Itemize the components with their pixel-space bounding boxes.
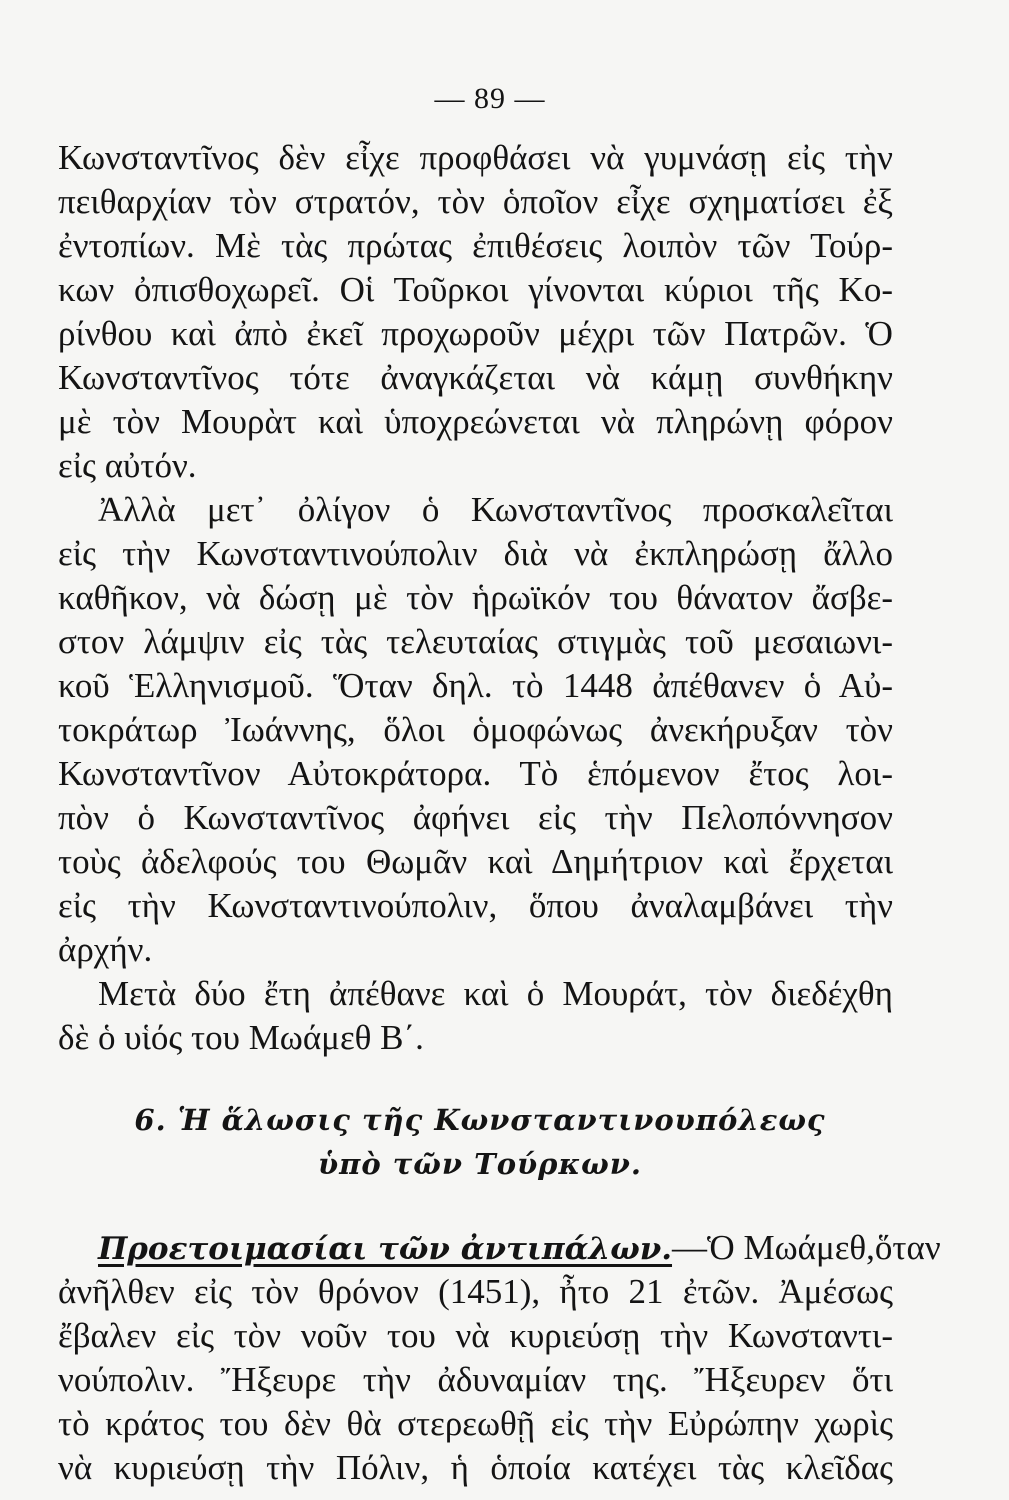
text-line: Κωνσταντῖνος τότε ἀναγκάζεται νὰ κάμῃ συνθήκην (58, 358, 893, 397)
text-line-with-subheading (98, 1226, 941, 1271)
text-line: ἔβαλεν εἰς τὸν νοῦν του νὰ κυριεύσῃ τὴν Κωνσταντι- (58, 1316, 893, 1355)
text-line: εἰς τὴν Κωνσταντινούπολιν διὰ νὰ ἐκπληρώσῃ ἄλλο (58, 534, 893, 573)
text-line: Μετὰ δύο ἔτη ἀπέθανε καὶ ὁ Μουράτ, τὸν διεδέχθη (98, 974, 893, 1013)
text-line: Κωνσταντῖνος δὲν εἶχε προφθάσει νὰ γυμνάσῃ εἰς τὴν (58, 138, 893, 177)
first-line-rest: Ὁ Μωάμεθ,ὅταν (707, 1228, 941, 1267)
text-line: ἐντοπίων. Μὲ τὰς πρώτας ἐπιθέσεις λοιπὸν τῶν Τούρ- (58, 226, 893, 265)
text-line: καθῆκον, νὰ δώσῃ μὲ τὸν ἡρωϊκόν του θάνατον ἄσβε- (58, 578, 893, 617)
section-heading: 6. Ἡ ἅλωσις τῆς Κωνσταντινουπόλεως (134, 1103, 826, 1137)
text-line: τοκράτωρ Ἰωάννης, ὅλοι ὁμοφώνως ἀνεκήρυξαν τὸν (58, 710, 893, 749)
text-line: πειθαρχίαν τὸν στρατόν, τὸν ὁποῖον εἶχε σχηματίσει ἐξ (58, 182, 893, 221)
text-line: εἰς αὐτόν. (58, 446, 197, 485)
page-number: — 89 — (434, 82, 546, 115)
text-line: Ἀλλὰ μετ᾽ ὀλίγον ὁ Κωνσταντῖνος προσκαλεῖται (98, 490, 893, 529)
subheading: Προετοιμασίαι τῶν ἀντιπάλων. (98, 1231, 673, 1267)
text-line: τοὺς ἀδελφούς του Θωμᾶν καὶ Δημήτριον καὶ ἔρχεται (58, 842, 893, 881)
text-line: ρίνθου καὶ ἀπὸ ἐκεῖ προχωροῦν μέχρι τῶν Πατρῶν. Ὁ (58, 314, 893, 353)
text-line: μὲ τὸν Μουρὰτ καὶ ὑποχρεώνεται νὰ πληρώνῃ φόρον (58, 402, 893, 441)
text-line: εἰς τὴν Κωνσταντινούπολιν, ὅπου ἀναλαμβάνει τὴν (58, 886, 893, 925)
text-line: Κωνσταντῖνον Αὐτοκράτορα. Τὸ ἑπόμενον ἔτος λοι- (58, 754, 893, 793)
text-line: δὲ ὁ υἱός του Μωάμεθ Β΄. (58, 1018, 424, 1057)
text-line: νὰ κυριεύσῃ τὴν Πόλιν, ἡ ὁποία κατέχει τὰς κλεῖδας (58, 1448, 893, 1487)
text-line: κων ὀπισθοχωρεῖ. Οἱ Τοῦρκοι γίνονται κύριοι τῆς Κο- (58, 270, 893, 309)
em-dash: — (672, 1228, 708, 1267)
text-line: ἀρχήν. (58, 930, 153, 969)
text-line: τὸ κράτος του δὲν θὰ στερεωθῇ εἰς τὴν Εὐρώπην χωρὶς (58, 1404, 893, 1443)
text-line: κοῦ Ἑλληνισμοῦ. Ὅταν δηλ. τὸ 1448 ἀπέθανεν ὁ Αὐ- (58, 666, 893, 705)
text-line: πὸν ὁ Κωνσταντῖνος ἀφήνει εἰς τὴν Πελοπόννησον (58, 798, 893, 837)
text-line: στον λάμψιν εἰς τὰς τελευταίας στιγμὰς τοῦ μεσαιωνι- (58, 622, 893, 661)
section-heading-continued: ὑπὸ τῶν Τούρκων. (317, 1147, 643, 1181)
text-line: νούπολιν. Ἤξευρε τὴν ἀδυναμίαν της. Ἤξευρεν ὅτι (58, 1360, 893, 1399)
text-line: ἀνῆλθεν εἰς τὸν θρόνον (1451), ἦτο 21 ἐτῶν. Ἀμέσως (58, 1272, 893, 1311)
